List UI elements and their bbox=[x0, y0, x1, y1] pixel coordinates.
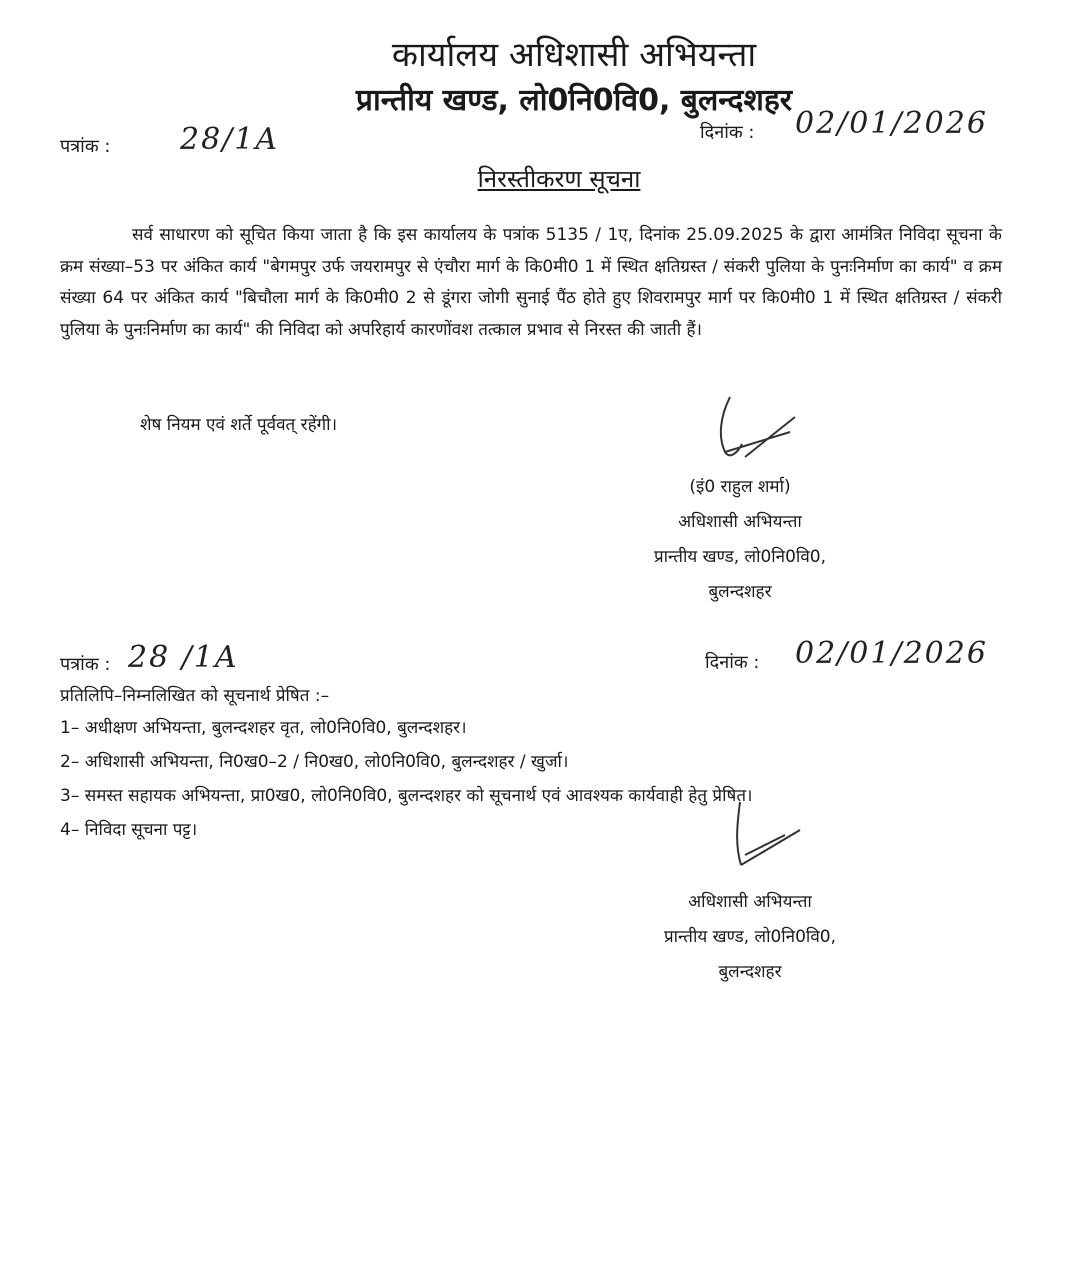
signatory-name: (इं0 राहुल शर्मा) bbox=[689, 477, 791, 497]
cc-item: 3– समस्त सहायक अभियन्ता, प्रा0ख0, लो0नि0वि0, बुलन्दशहर को सूचनार्थ एवं आवश्यक कार्यवाही हेतु प्रेषित। bbox=[60, 786, 753, 806]
cc-item: 1– अधीक्षण अभियन्ता, बुलन्दशहर वृत, लो0नि0वि0, बुलन्दशहर। bbox=[60, 718, 467, 738]
signature-1-mark bbox=[700, 392, 810, 472]
cc-label: प्रतिलिपि–निम्नलिखित को सूचनार्थ प्रेषित :– bbox=[60, 686, 330, 706]
notice-title-text: निरस्तीकरण सूचना bbox=[477, 165, 641, 193]
notice-body: सर्व साधारण को सूचित किया जाता है कि इस कार्यालय के पत्रांक 5135 / 1ए, दिनांक 25.09.2025 के द्वारा आमंत्रित निविदा सूचना के क्रम संख्या–53 पर अंकित कार्य "बेगमपुर उर्फ जयरामपुर से एंचौरा मार्ग के कि0मी0 1 में स्थित क्षतिग्रस्त / संकरी पुलिया के पुनःनिर्माण का कार्य" व क्रम संख्या 64 पर अंकित कार्य "बिचौला मार्ग के कि0मी0 2 से डूंगरा जोगी सुनाई पैंठ होते हुए शिवरामपुर मार्ग पर कि0मी0 1 में स्थित क्षतिग्रस्त / संकरी पुलिया के पुनःनिर्माण का कार्य" की निविदा को अपरिहार्य कारणोंवश तत्काल प्रभाव से निरस्त की जाती हैं। bbox=[60, 225, 1002, 340]
division-heading: प्रान्तीय खण्ड, लो0नि0वि0, बुलन्दशहर bbox=[355, 83, 793, 118]
rules-statement: शेष नियम एवं शर्ते पूर्ववत् रहेंगी। bbox=[140, 415, 338, 435]
signature-2-mark bbox=[715, 800, 825, 880]
signatory-city-2: बुलन्दशहर bbox=[718, 962, 782, 982]
patrank-value-2: 28 /1A bbox=[128, 640, 239, 675]
signature-block-1 bbox=[610, 470, 870, 610]
patrank-label: पत्रांक : bbox=[60, 136, 111, 157]
cc-list bbox=[60, 713, 752, 849]
signatory-city: बुलन्दशहर bbox=[708, 582, 772, 602]
signatory-division: प्रान्तीय खण्ड, लो0नि0वि0, bbox=[653, 547, 827, 567]
date-value-2: 02/01/2026 bbox=[795, 636, 988, 671]
cc-item: 4– निविदा सूचना पट्ट। bbox=[60, 820, 198, 840]
patrank-label-2: पत्रांक : bbox=[60, 654, 111, 675]
date-label-2: दिनांक : bbox=[705, 652, 760, 673]
signature-block-2 bbox=[620, 885, 880, 990]
signatory-designation-2: अधिशासी अभियन्ता bbox=[688, 892, 812, 912]
date-value: 02/01/2026 bbox=[795, 106, 988, 141]
date-label: दिनांक : bbox=[700, 122, 755, 143]
patrank-value: 28/1A bbox=[180, 122, 280, 157]
signatory-designation: अधिशासी अभियन्ता bbox=[678, 512, 802, 532]
signatory-division-2: प्रान्तीय खण्ड, लो0नि0वि0, bbox=[663, 927, 837, 947]
notice-title bbox=[0, 162, 1088, 195]
office-heading: कार्यालय अधिशासी अभियन्ता bbox=[391, 35, 757, 75]
cc-item: 2– अधिशासी अभियन्ता, नि0ख0–2 / नि0ख0, लो0नि0वि0, बुलन्दशहर / खुर्जा। bbox=[60, 752, 569, 772]
